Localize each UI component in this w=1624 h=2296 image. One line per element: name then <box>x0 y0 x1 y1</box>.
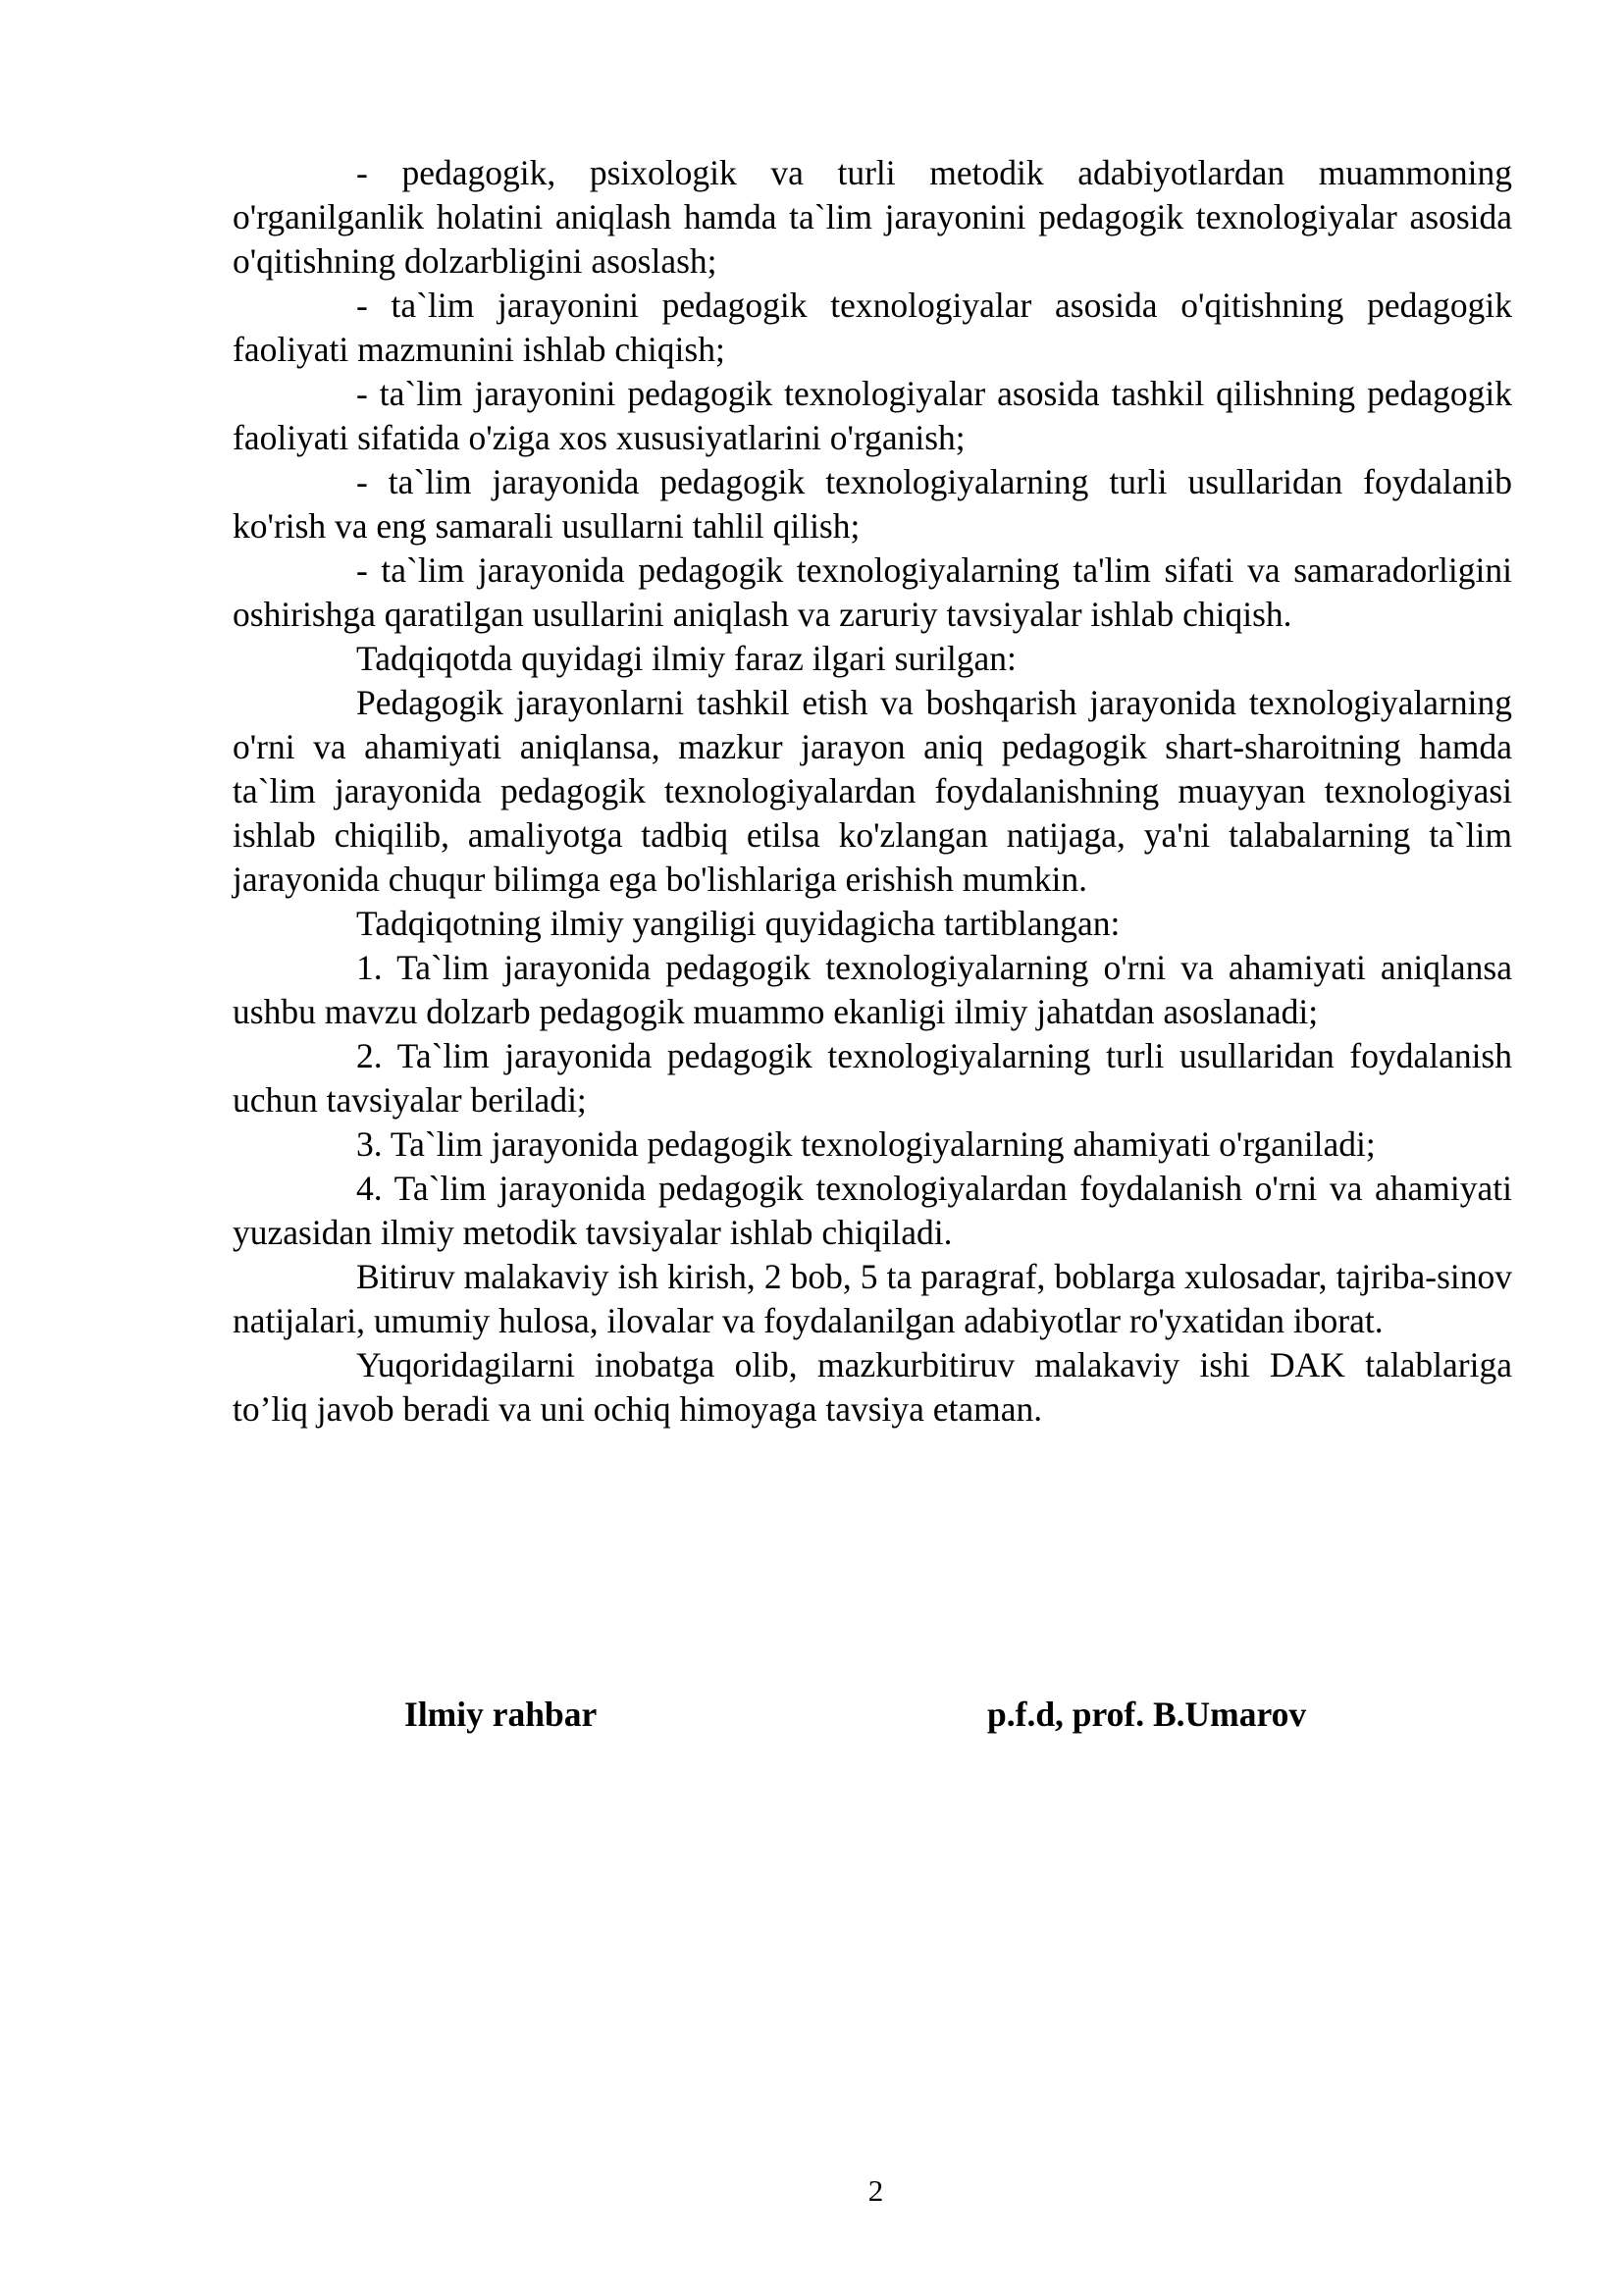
novelty-item-1: 1. Ta`lim jarayonida pedagogik texnologiyalarning o'rni va ahamiyati aniqlansa ushbu mavzu dolzarb pedagogik muammo ekanligi ilmiy jahatdan asoslanadi; <box>233 948 1512 1031</box>
novelty-item-3: 3. Ta`lim jarayonida pedagogik texnologiyalarning ahamiyati o'rganiladi; <box>356 1124 1376 1164</box>
novelty-item-4: 4. Ta`lim jarayonida pedagogik texnologiyalardan foydalanish o'rni va ahamiyati yuzasidan ilmiy metodik tavsiyalar ishlab chiqiladi. <box>233 1169 1512 1252</box>
signature-name: p.f.d, prof. B.Umarov <box>987 1695 1307 1734</box>
signature-role: Ilmiy rahbar <box>404 1695 598 1734</box>
structure-paragraph: Bitiruv malakaviy ish kirish, 2 bob, 5 ta paragraf, boblarga xulosadar, tajriba-sinov natijalari, umumiy hulosa, ilovalar va foydalanilgan adabiyotlar ro'yxatidan iborat. <box>233 1257 1512 1340</box>
objective-item-5: - ta`lim jarayonida pedagogik texnologiyalarning ta'lim sifati va samaradorligini oshirishga qaratilgan usullarini aniqlash va zaruriy tavsiyalar ishlab chiqish. <box>233 550 1512 634</box>
page-number: 2 <box>867 2173 884 2208</box>
objective-item-3: - ta`lim jarayonini pedagogik texnologiyalar asosida tashkil qilishning pedagogik faoliyati sifatida o'ziga xos xususiyatlarini o'rganish; <box>233 374 1512 457</box>
body-text <box>233 151 1512 1432</box>
objective-item-2: - ta`lim jarayonini pedagogik texnologiyalar asosida o'qitishning pedagogik faoliyati mazmunini ishlab chiqish; <box>233 286 1512 369</box>
novelty-intro: Tadqiqotning ilmiy yangiligi quyidagicha tartiblangan: <box>356 904 1121 943</box>
hypothesis-paragraph: Pedagogik jarayonlarni tashkil etish va boshqarish jarayonida texnologiyalarning o'rni va ahamiyati aniqlansa, mazkur jarayon aniq pedagogik shart-sharoitning hamda ta`lim jarayonida pedagogik texnologiyalardan foydalanishning muayyan texnologiyasi ishlab chiqilib, amaliyotga tadbiq etilsa ko'zlangan natijaga, ya'ni talabalarning ta`lim jarayonida chuqur bilimga ega bo'lishlariga erishish mumkin. <box>233 683 1512 899</box>
novelty-item-2: 2. Ta`lim jarayonida pedagogik texnologiyalarning turli usullaridan foydalanish uchun tavsiyalar beriladi; <box>233 1036 1512 1120</box>
hypothesis-intro: Tadqiqotda quyidagi ilmiy faraz ilgari surilgan: <box>356 639 1017 678</box>
conclusion-paragraph: Yuqoridagilarni inobatga olib, mazkurbitiruv malakaviy ishi DAK talablariga to’liq javob beradi va uni ochiq himoyaga tavsiya etaman. <box>233 1345 1512 1429</box>
objective-item-1: - pedagogik, psixologik va turli metodik adabiyotlardan muammoning o'rganilganlik holatini aniqlash hamda ta`lim jarayonini pedagogik texnologiyalar asosida o'qitishning dolzarbligini asoslash; <box>233 153 1512 281</box>
objective-item-4: - ta`lim jarayonida pedagogik texnologiyalarning turli usullaridan foydalanib ko'rish va eng samarali usullarni tahlil qilish; <box>233 462 1512 546</box>
